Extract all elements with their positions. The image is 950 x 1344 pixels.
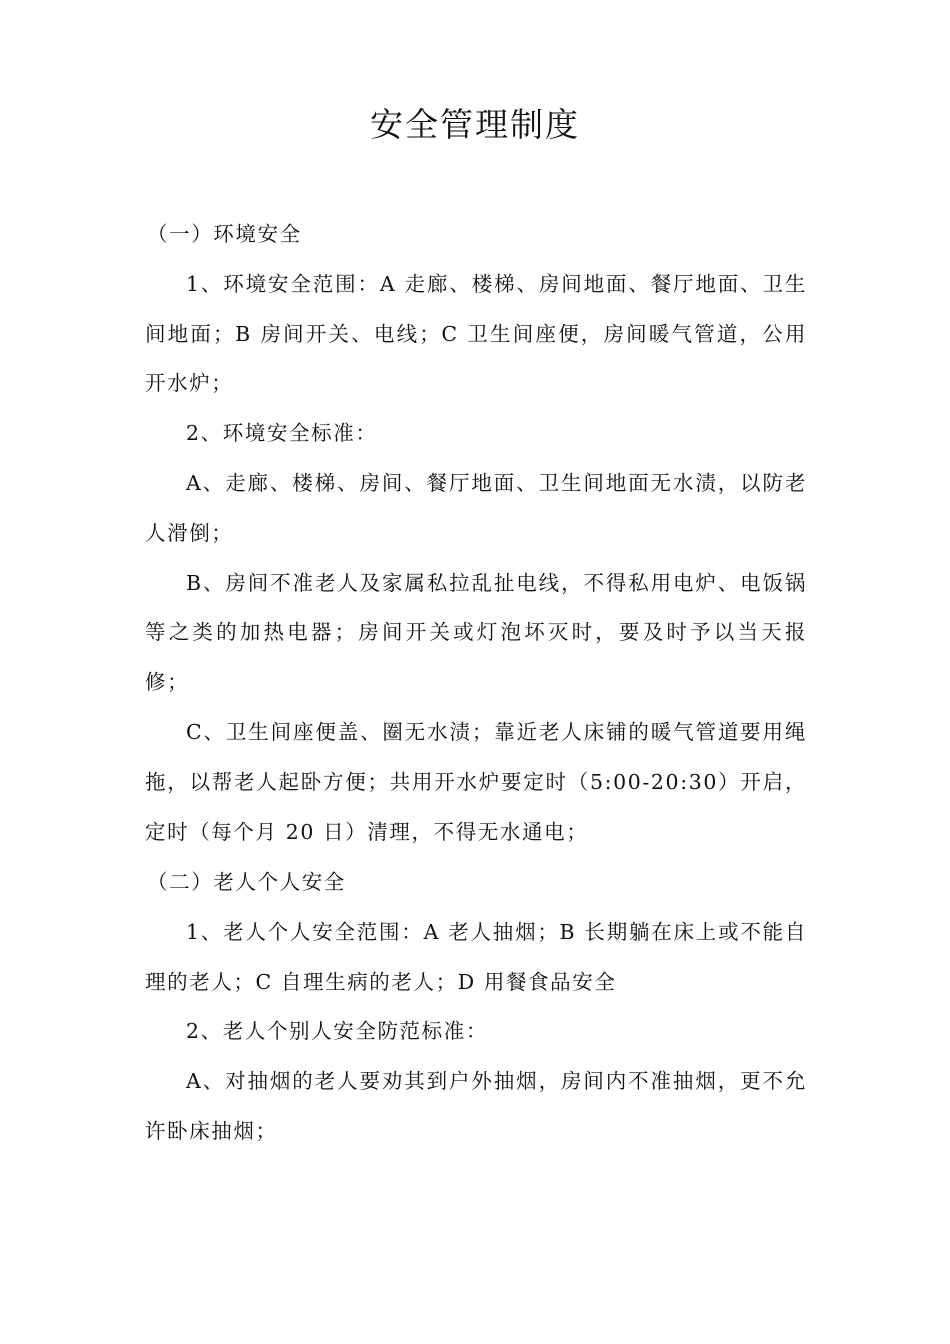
section-heading: （二）老人个人安全 (147, 870, 346, 894)
paragraph: B、房间不准老人及家属私拉乱扯电线，不得私用电炉、电饭锅等之类的加热电器；房间开关或灯泡坏灭时，要及时予以当天报修； (145, 570, 807, 695)
paragraph: 1、老人个人安全范围：A 老人抽烟；B 长期躺在床上或不能自理的老人；C 自理生病的老人；D 用餐食品安全 (145, 919, 807, 994)
section-environment-safety (145, 210, 807, 857)
paragraph: A、走廊、楼梯、房间、餐厅地面、卫生间地面无水渍，以防老人滑倒； (145, 470, 807, 545)
document-title: 安全管理制度 (370, 105, 580, 144)
paragraph: C、卫生间座便盖、圈无水渍；靠近老人床铺的暖气管道要用绳拖，以帮老人起卧方便；共用开水炉要定时（5:00-20:30）开启，定时（每个月 20 日）清理，不得无水通电； (145, 719, 807, 844)
section-heading: （一）环境安全 (147, 222, 302, 246)
section-elderly-personal-safety (145, 858, 807, 1157)
paragraph: 2、环境安全标准： (186, 421, 378, 446)
paragraph: 2、老人个别人安全防范标准： (186, 1019, 488, 1044)
paragraph: A、对抽烟的老人要劝其到户外抽烟，房间内不准抽烟，更不允许卧床抽烟； (145, 1069, 807, 1143)
paragraph: 1、环境安全范围：A 走廊、楼梯、房间地面、餐厅地面、卫生间地面；B 房间开关、电线；C 卫生间座便，房间暖气管道，公用开水炉； (145, 271, 807, 396)
